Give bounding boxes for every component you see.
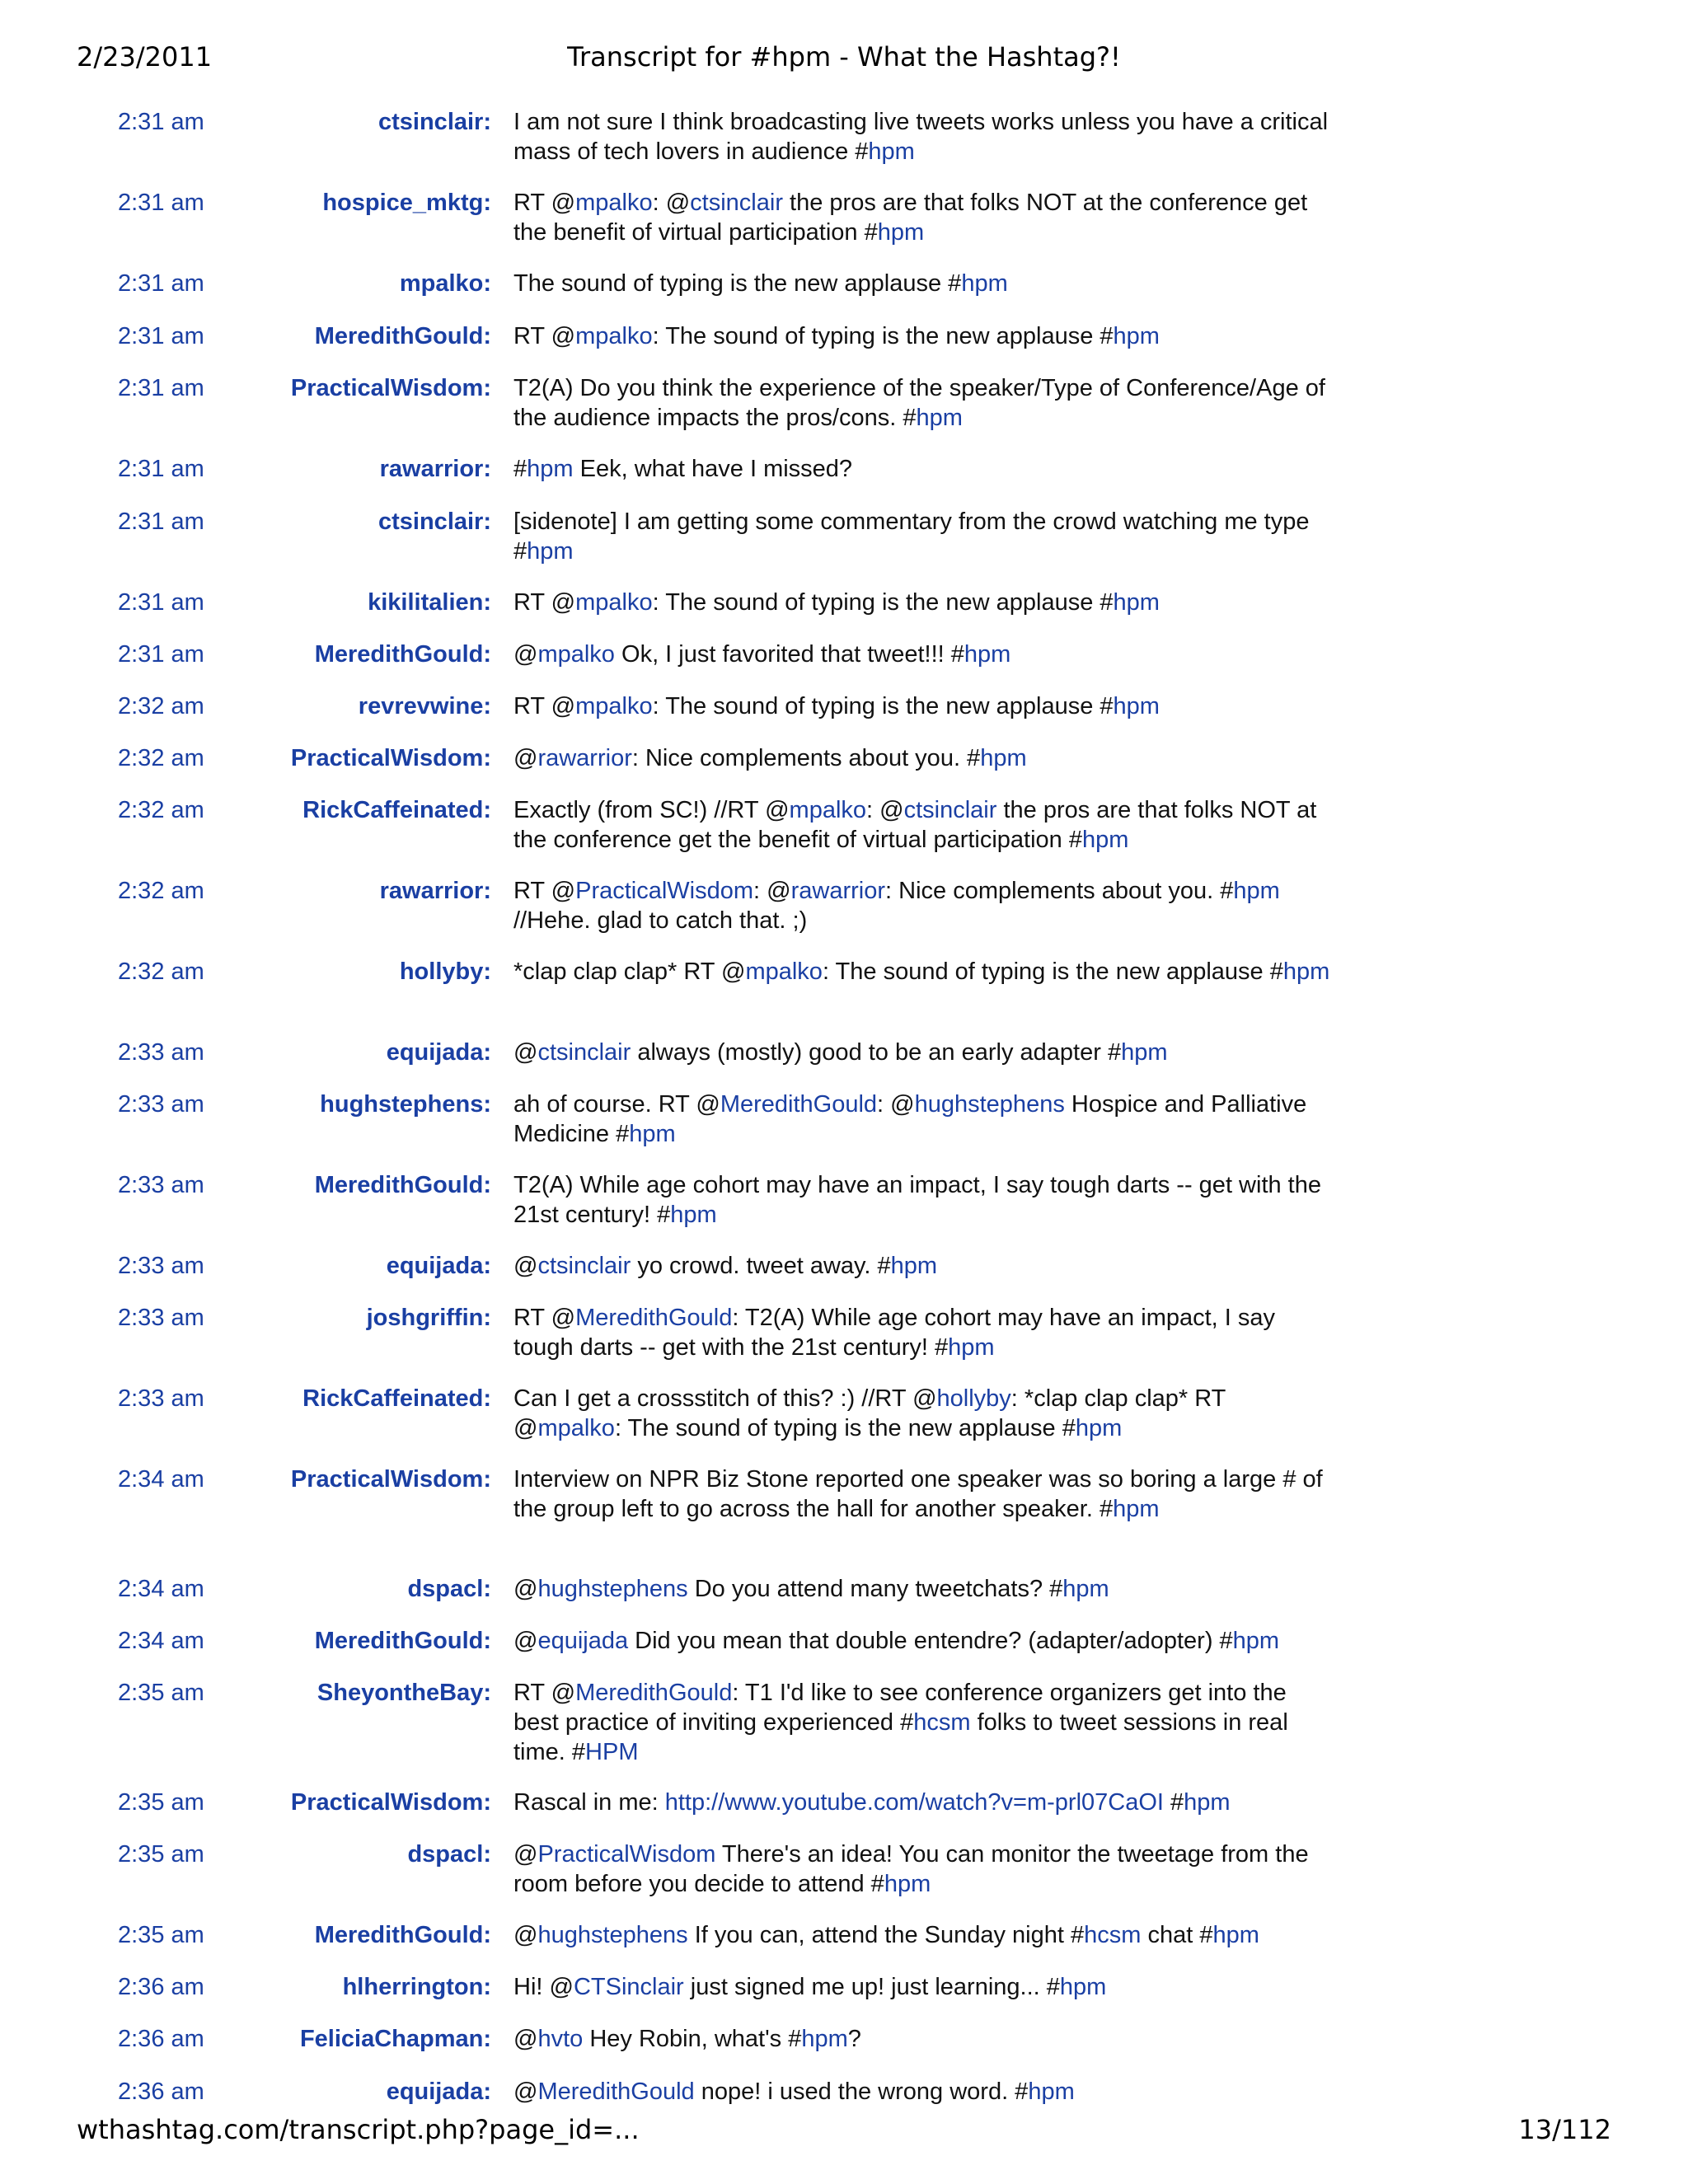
tweet-text-segment: : Nice complements about you. # bbox=[885, 878, 1234, 904]
tweet-text-segment: RT @ bbox=[513, 1305, 576, 1331]
tweet-link[interactable]: hpm bbox=[1075, 1415, 1123, 1441]
tweet-time[interactable]: 2:35 am bbox=[118, 1841, 204, 1868]
tweet-text-segment: Did you mean that double entendre? (adapter/adopter) # bbox=[628, 1628, 1233, 1654]
tweet-link[interactable]: hpm bbox=[629, 1121, 676, 1147]
tweet-link[interactable]: ctsinclair bbox=[537, 1253, 631, 1279]
tweet-time[interactable]: 2:32 am bbox=[118, 797, 204, 823]
tweet-username[interactable]: equijada: bbox=[386, 1253, 491, 1279]
tweet-text bbox=[513, 1788, 1338, 1817]
tweet-time[interactable]: 2:34 am bbox=[118, 1466, 204, 1493]
tweet-text-segment: T2(A) While age cohort may have an impact, I say tough darts -- get with the 21st century! # bbox=[513, 1172, 1321, 1228]
tweet-link[interactable]: MeredithGould bbox=[575, 1305, 733, 1331]
tweet-time[interactable]: 2:35 am bbox=[118, 1922, 204, 1948]
tweet-text-segment: : @ bbox=[877, 1091, 915, 1118]
tweet-link[interactable]: hpm bbox=[948, 1334, 995, 1361]
tweet-text-segment: RT @ bbox=[513, 323, 576, 349]
tweet-text-segment: Eek, what have I missed? bbox=[573, 456, 853, 482]
tweet-text-segment: Hi! @ bbox=[513, 1974, 574, 2000]
tweet-text bbox=[513, 1972, 1338, 2002]
tweet-text-segment: [sidenote] I am getting some commentary from the crowd watching me type # bbox=[513, 509, 1310, 565]
tweet-link[interactable]: mpalko bbox=[745, 958, 823, 985]
tweet-link[interactable]: hvto bbox=[537, 2026, 584, 2052]
tweet-time[interactable]: 2:31 am bbox=[118, 456, 204, 482]
tweet-text-segment: If you can, attend the Sunday night # bbox=[687, 1922, 1085, 1948]
tweet-username[interactable]: dspacl: bbox=[407, 1841, 491, 1868]
tweet-time[interactable]: 2:33 am bbox=[118, 1039, 204, 1066]
tweet-time[interactable]: 2:31 am bbox=[118, 270, 204, 297]
tweet-text-segment: just signed me up! just learning... # bbox=[683, 1974, 1060, 2000]
tweet-link[interactable]: hpm bbox=[964, 641, 1011, 668]
tweet-username[interactable]: PracticalWisdom: bbox=[290, 375, 491, 401]
tweet-text bbox=[513, 188, 1338, 247]
tweet-link[interactable]: equijada bbox=[537, 1628, 629, 1654]
tweet-text bbox=[513, 957, 1338, 987]
tweet-text-segment: : Nice complements about you. # bbox=[631, 745, 981, 771]
tweet-link[interactable]: http://www.youtube.com/watch?v=m-prl07CaOI bbox=[664, 1789, 1164, 1816]
tweet-link[interactable]: PracticalWisdom bbox=[575, 878, 754, 904]
tweet-link[interactable]: hpm bbox=[1184, 1789, 1231, 1816]
tweet-link[interactable]: hpm bbox=[1121, 1039, 1168, 1066]
tweet-link[interactable]: ctsinclair bbox=[537, 1039, 631, 1066]
tweet-text-segment: @ bbox=[513, 1039, 538, 1066]
tweet-text-segment: : *clap clap clap* RT @ bbox=[513, 1385, 1226, 1441]
tweet-text bbox=[513, 269, 1338, 298]
tweet-time[interactable]: 2:31 am bbox=[118, 190, 204, 216]
tweet-time[interactable]: 2:34 am bbox=[118, 1628, 204, 1654]
tweet-text-segment: Interview on NPR Biz Stone reported one speaker was so boring a large # of the group left to go across the hall for another speaker. # bbox=[513, 1466, 1323, 1522]
tweet-text-segment: : T2(A) While age cohort may have an impact, I say tough darts -- get with the 21st century! # bbox=[513, 1305, 1276, 1361]
tweet-link[interactable]: hpm bbox=[670, 1202, 717, 1228]
tweet-text bbox=[513, 1090, 1338, 1149]
tweet-link[interactable]: mpalko bbox=[575, 323, 653, 349]
tweet-text bbox=[513, 321, 1338, 351]
tweet-link[interactable]: mpalko bbox=[575, 190, 653, 216]
tweet-time[interactable]: 2:31 am bbox=[118, 509, 204, 535]
tweet-text-segment: the pros are that folks NOT at the conference get the benefit of virtual participation # bbox=[513, 190, 1308, 246]
tweet-link[interactable]: hpm bbox=[1113, 693, 1160, 719]
tweet-text-segment: : @ bbox=[753, 878, 791, 904]
tweet-text-segment: : @ bbox=[866, 797, 904, 823]
tweet-text-segment: nope! i used the wrong word. # bbox=[694, 2079, 1029, 2105]
tweet-text-segment: : T1 I'd like to see conference organizers get into the best practice of inviting experienced # bbox=[513, 1680, 1287, 1736]
tweet-text-segment: Rascal in me: bbox=[513, 1789, 665, 1816]
tweet-text-segment: Ok, I just favorited that tweet!!! # bbox=[614, 641, 964, 668]
tweet-username[interactable]: equijada: bbox=[386, 2079, 491, 2105]
tweet-link[interactable]: hpm bbox=[527, 456, 574, 482]
tweet-text-segment: : The sound of typing is the new applause # bbox=[652, 323, 1114, 349]
tweet-text-segment: # bbox=[513, 456, 528, 482]
tweet-link[interactable]: hughstephens bbox=[537, 1922, 688, 1948]
tweet-link[interactable]: rawarrior bbox=[790, 878, 886, 904]
tweet-text-segment: RT @ bbox=[513, 1680, 576, 1706]
tweet-username[interactable]: kikilitalien: bbox=[368, 589, 491, 616]
tweet-link[interactable]: hughstephens bbox=[537, 1576, 688, 1602]
tweet-time[interactable]: 2:35 am bbox=[118, 1680, 204, 1706]
tweet-text-segment: : The sound of typing is the new applause # bbox=[652, 589, 1114, 616]
tweet-text-segment: @ bbox=[513, 745, 538, 771]
print-date: 2/23/2011 bbox=[77, 41, 213, 73]
tweet-text-segment: chat # bbox=[1141, 1922, 1213, 1948]
tweet-text bbox=[513, 1574, 1338, 1604]
tweet-link[interactable]: ctsinclair bbox=[690, 190, 783, 216]
tweet-link[interactable]: mpalko bbox=[537, 641, 615, 668]
tweet-link[interactable]: hpm bbox=[1233, 878, 1280, 904]
tweet-link[interactable]: hughstephens bbox=[914, 1091, 1065, 1118]
tweet-text-segment: @ bbox=[513, 1922, 538, 1948]
tweet-time[interactable]: 2:33 am bbox=[118, 1172, 204, 1198]
tweet-text-segment: : The sound of typing is the new applause # bbox=[822, 958, 1283, 985]
tweet-text-segment: always (mostly) good to be an early adapter # bbox=[631, 1039, 1122, 1066]
tweet-link[interactable]: hpm bbox=[1212, 1922, 1259, 1948]
tweet-text-segment: @ bbox=[513, 1576, 538, 1602]
tweet-link[interactable]: hpm bbox=[1059, 1974, 1107, 2000]
tweet-text bbox=[513, 588, 1338, 617]
tweet-text-segment: # bbox=[1163, 1789, 1184, 1816]
tweet-text bbox=[513, 640, 1338, 669]
tweet-link[interactable]: PracticalWisdom bbox=[537, 1841, 716, 1868]
tweet-username[interactable]: MeredithGould: bbox=[314, 1922, 491, 1948]
tweet-username[interactable]: hospice_mktg: bbox=[322, 190, 491, 216]
tweet-text bbox=[513, 507, 1338, 566]
tweet-username[interactable]: ctsinclair: bbox=[378, 509, 491, 535]
tweet-username[interactable]: rawarrior: bbox=[379, 456, 491, 482]
tweet-username[interactable]: SheyontheBay: bbox=[316, 1680, 491, 1706]
tweet-link[interactable]: CTSinclair bbox=[573, 1974, 684, 2000]
tweet-link[interactable]: hpm bbox=[961, 270, 1008, 297]
tweet-text-segment: @ bbox=[513, 1628, 538, 1654]
tweet-text-segment: Hey Robin, what's # bbox=[583, 2026, 802, 2052]
tweet-text-segment: RT @ bbox=[513, 190, 576, 216]
tweet-text-segment: //Hehe. glad to catch that. ;) bbox=[513, 907, 808, 934]
tweet-text-segment: @ bbox=[513, 1841, 538, 1868]
tweet-link[interactable]: hpm bbox=[1062, 1576, 1109, 1602]
tweet-text bbox=[513, 1840, 1338, 1899]
tweet-text-segment: Hospice and Palliative Medicine # bbox=[513, 1091, 1307, 1147]
tweet-link[interactable]: hpm bbox=[527, 538, 574, 565]
tweet-text bbox=[513, 1251, 1338, 1281]
tweet-text-segment: RT @ bbox=[513, 589, 576, 616]
tweet-text-segment: Can I get a crossstitch of this? :) //RT @ bbox=[513, 1385, 937, 1412]
tweet-username[interactable]: hughstephens: bbox=[320, 1091, 491, 1118]
tweet-text-segment: @ bbox=[513, 2026, 538, 2052]
tweet-link[interactable]: mpalko bbox=[575, 589, 653, 616]
tweet-link[interactable]: hollyby bbox=[936, 1385, 1011, 1412]
tweet-link[interactable]: mpalko bbox=[789, 797, 867, 823]
tweet-link[interactable]: mpalko bbox=[537, 1415, 615, 1441]
tweet-time[interactable]: 2:32 am bbox=[118, 693, 204, 719]
tweet-link[interactable]: hpm bbox=[1282, 958, 1330, 985]
tweet-username[interactable]: joshgriffin: bbox=[366, 1305, 491, 1331]
tweet-text bbox=[513, 795, 1338, 855]
tweet-text bbox=[513, 1038, 1338, 1067]
tweet-time[interactable]: 2:33 am bbox=[118, 1385, 204, 1412]
tweet-text-segment: : The sound of typing is the new applause # bbox=[614, 1415, 1076, 1441]
tweet-text-segment: @ bbox=[513, 641, 538, 668]
tweet-time[interactable]: 2:36 am bbox=[118, 2026, 204, 2052]
tweet-username[interactable]: revrevwine: bbox=[358, 693, 491, 719]
tweet-text bbox=[513, 1920, 1338, 1950]
tweet-username[interactable]: FeliciaChapman: bbox=[299, 2026, 491, 2052]
tweet-text-segment: : @ bbox=[652, 190, 691, 216]
tweet-text-segment: Do you attend many tweetchats? # bbox=[687, 1576, 1063, 1602]
tweet-username[interactable]: mpalko: bbox=[399, 270, 491, 297]
tweet-time[interactable]: 2:32 am bbox=[118, 878, 204, 904]
tweet-link[interactable]: hcsm bbox=[913, 1709, 971, 1736]
tweet-time[interactable]: 2:31 am bbox=[118, 589, 204, 616]
tweet-text-segment: @ bbox=[513, 2079, 538, 2105]
tweet-link[interactable]: hpm bbox=[868, 138, 915, 165]
tweet-text-segment: *clap clap clap* RT @ bbox=[513, 958, 746, 985]
tweet-text-segment: the pros are that folks NOT at the conference get the benefit of virtual participation # bbox=[513, 797, 1317, 853]
tweet-text bbox=[513, 691, 1338, 721]
tweet-text-segment: : The sound of typing is the new applause # bbox=[652, 693, 1114, 719]
tweet-link[interactable]: hpm bbox=[1232, 1628, 1280, 1654]
tweet-link[interactable]: MeredithGould bbox=[575, 1680, 733, 1706]
tweet-text bbox=[513, 876, 1338, 935]
tweet-username[interactable]: PracticalWisdom: bbox=[290, 1789, 491, 1816]
tweet-text-segment: There's an idea! You can monitor the tweetage from the room before you decide to attend # bbox=[513, 1841, 1309, 1897]
tweet-text-segment: T2(A) Do you think the experience of the speaker/Type of Conference/Age of the audience impacts the pros/cons. # bbox=[513, 375, 1325, 431]
tweet-username[interactable]: MeredithGould: bbox=[314, 1628, 491, 1654]
page-url: wthashtag.com/transcript.php?page_id=... bbox=[77, 2114, 640, 2145]
tweet-time[interactable]: 2:31 am bbox=[118, 109, 204, 135]
tweet-username[interactable]: PracticalWisdom: bbox=[290, 1466, 491, 1493]
tweet-time[interactable]: 2:32 am bbox=[118, 745, 204, 771]
tweet-text-segment: Exactly (from SC!) //RT @ bbox=[513, 797, 790, 823]
tweet-link[interactable]: hpm bbox=[884, 1871, 931, 1897]
tweet-text-segment: The sound of typing is the new applause # bbox=[513, 270, 962, 297]
tweet-time[interactable]: 2:33 am bbox=[118, 1305, 204, 1331]
tweet-text-segment: ? bbox=[847, 2026, 861, 2052]
tweet-username[interactable]: RickCaffeinated: bbox=[302, 1385, 491, 1412]
tweet-text bbox=[513, 1170, 1338, 1230]
tweet-link[interactable]: hpm bbox=[1113, 1496, 1160, 1522]
tweet-link[interactable]: ctsinclair bbox=[903, 797, 997, 823]
tweet-username[interactable]: MeredithGould: bbox=[314, 1172, 491, 1198]
tweet-link[interactable]: rawarrior bbox=[537, 745, 632, 771]
page-title: Transcript for #hpm - What the Hashtag?! bbox=[567, 41, 1121, 73]
tweet-link[interactable]: hpm bbox=[916, 405, 963, 431]
tweet-username[interactable]: hlherrington: bbox=[342, 1974, 491, 2000]
tweet-text-segment: RT @ bbox=[513, 693, 576, 719]
tweet-username[interactable]: RickCaffeinated: bbox=[302, 797, 491, 823]
tweet-text bbox=[513, 107, 1338, 166]
tweet-text bbox=[513, 2077, 1338, 2107]
tweet-text-segment: yo crowd. tweet away. # bbox=[631, 1253, 891, 1279]
tweet-time[interactable]: 2:33 am bbox=[118, 1091, 204, 1118]
tweet-username[interactable]: PracticalWisdom: bbox=[290, 745, 491, 771]
tweet-time[interactable]: 2:31 am bbox=[118, 375, 204, 401]
tweet-link[interactable]: mpalko bbox=[575, 693, 653, 719]
tweet-time[interactable]: 2:36 am bbox=[118, 2079, 204, 2105]
tweet-link[interactable]: MeredithGould bbox=[720, 1091, 878, 1118]
tweet-link[interactable]: HPM bbox=[585, 1739, 639, 1765]
tweet-link[interactable]: hpm bbox=[877, 219, 925, 246]
tweet-link[interactable]: MeredithGould bbox=[537, 2079, 695, 2105]
tweet-username[interactable]: hollyby: bbox=[399, 958, 491, 985]
tweet-username[interactable]: MeredithGould: bbox=[314, 641, 491, 668]
tweet-text bbox=[513, 1678, 1338, 1767]
tweet-username[interactable]: equijada: bbox=[386, 1039, 491, 1066]
tweet-time[interactable]: 2:32 am bbox=[118, 958, 204, 985]
tweet-time[interactable]: 2:31 am bbox=[118, 323, 204, 349]
tweet-text-segment: RT @ bbox=[513, 878, 576, 904]
tweet-text-segment: folks to tweet sessions in real time. # bbox=[513, 1709, 1288, 1765]
page-number: 13/112 bbox=[1518, 2114, 1611, 2145]
tweet-text-segment: ah of course. RT @ bbox=[513, 1091, 720, 1118]
tweet-link[interactable]: hpm bbox=[1028, 2079, 1075, 2105]
tweet-text-segment: @ bbox=[513, 1253, 538, 1279]
tweet-text bbox=[513, 454, 1338, 484]
tweet-link[interactable]: hpm bbox=[1113, 589, 1160, 616]
tweet-username[interactable]: MeredithGould: bbox=[314, 323, 491, 349]
tweet-link[interactable]: hpm bbox=[1113, 323, 1160, 349]
tweet-text bbox=[513, 1465, 1338, 1524]
tweet-time[interactable]: 2:35 am bbox=[118, 1789, 204, 1816]
tweet-text bbox=[513, 373, 1338, 433]
tweet-text bbox=[513, 1303, 1338, 1362]
tweet-text bbox=[513, 1384, 1338, 1443]
tweet-time[interactable]: 2:31 am bbox=[118, 641, 204, 668]
tweet-time[interactable]: 2:33 am bbox=[118, 1253, 204, 1279]
tweet-time[interactable]: 2:36 am bbox=[118, 1974, 204, 2000]
tweet-username[interactable]: ctsinclair: bbox=[378, 109, 491, 135]
tweet-link[interactable]: hpm bbox=[801, 2026, 848, 2052]
tweet-text bbox=[513, 1626, 1338, 1656]
tweet-time[interactable]: 2:34 am bbox=[118, 1576, 204, 1602]
tweet-link[interactable]: hpm bbox=[980, 745, 1027, 771]
tweet-text bbox=[513, 2024, 1338, 2054]
tweet-text bbox=[513, 743, 1338, 773]
tweet-username[interactable]: rawarrior: bbox=[379, 878, 491, 904]
tweet-username[interactable]: dspacl: bbox=[407, 1576, 491, 1602]
tweet-link[interactable]: hpm bbox=[1082, 827, 1129, 853]
tweet-link[interactable]: hpm bbox=[890, 1253, 938, 1279]
tweet-link[interactable]: hcsm bbox=[1084, 1922, 1142, 1948]
tweet-text-segment: I am not sure I think broadcasting live tweets works unless you have a critical mass of tech lovers in audience # bbox=[513, 109, 1329, 165]
